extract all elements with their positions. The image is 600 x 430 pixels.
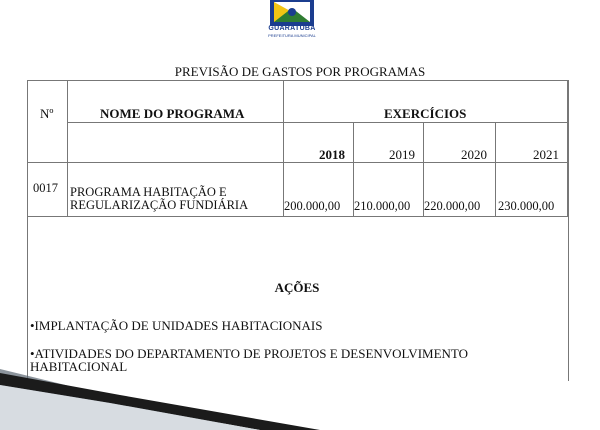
value-2019: 210.000,00 — [354, 199, 411, 213]
header-no: Nº — [40, 106, 54, 121]
budget-table — [27, 80, 569, 381]
row-program-line1: PROGRAMA HABITAÇÃO E — [70, 185, 227, 199]
year-cell-2021 — [496, 123, 568, 163]
acoes-heading: AÇÕES — [274, 280, 320, 295]
header-exercicios-cell — [284, 81, 568, 123]
header-program-cell — [68, 81, 284, 123]
row-code: 0017 — [33, 181, 58, 195]
value-cell-2020 — [424, 163, 496, 217]
header-exercicios: EXERCÍCIOS — [384, 106, 467, 121]
year-2019: 2019 — [389, 147, 415, 162]
value-2020: 220.000,00 — [424, 199, 481, 213]
header-program-blank — [68, 123, 284, 163]
year-cell-2019 — [354, 123, 424, 163]
value-cell-2019 — [354, 163, 424, 217]
year-2020: 2020 — [461, 147, 487, 162]
row-program-cell — [68, 163, 284, 217]
value-2018: 200.000,00 — [284, 199, 341, 213]
value-cell-2018 — [284, 163, 354, 217]
row-code-cell — [28, 163, 68, 217]
row-program-line2: REGULARIZAÇÃO FUNDIÁRIA — [70, 198, 249, 212]
document-title: PREVISÃO DE GASTOS POR PROGRAMAS — [174, 64, 426, 79]
logo-subtitle: PREFEITURA MUNICIPAL — [268, 33, 316, 38]
acao-item-2: •ATIVIDADES DO DEPARTAMENTO DE PROJETOS E DESENVOLVIMENTO — [30, 346, 469, 361]
acao-item-1: •IMPLANTAÇÃO DE UNIDADES HABITACIONAIS — [30, 318, 323, 333]
value-cell-2021 — [496, 163, 568, 217]
acao-item-2-cont: HABITACIONAL — [30, 359, 128, 374]
year-2018: 2018 — [319, 147, 345, 162]
year-2021: 2021 — [533, 147, 559, 162]
header-program: NOME DO PROGRAMA — [100, 106, 245, 121]
header-no-cell — [28, 81, 68, 163]
logo-name: GUARATUBA — [268, 25, 316, 32]
decorative-swoosh — [0, 355, 600, 430]
year-cell-2018 — [284, 123, 354, 163]
value-2021: 230.000,00 — [498, 199, 555, 213]
year-cell-2020 — [424, 123, 496, 163]
